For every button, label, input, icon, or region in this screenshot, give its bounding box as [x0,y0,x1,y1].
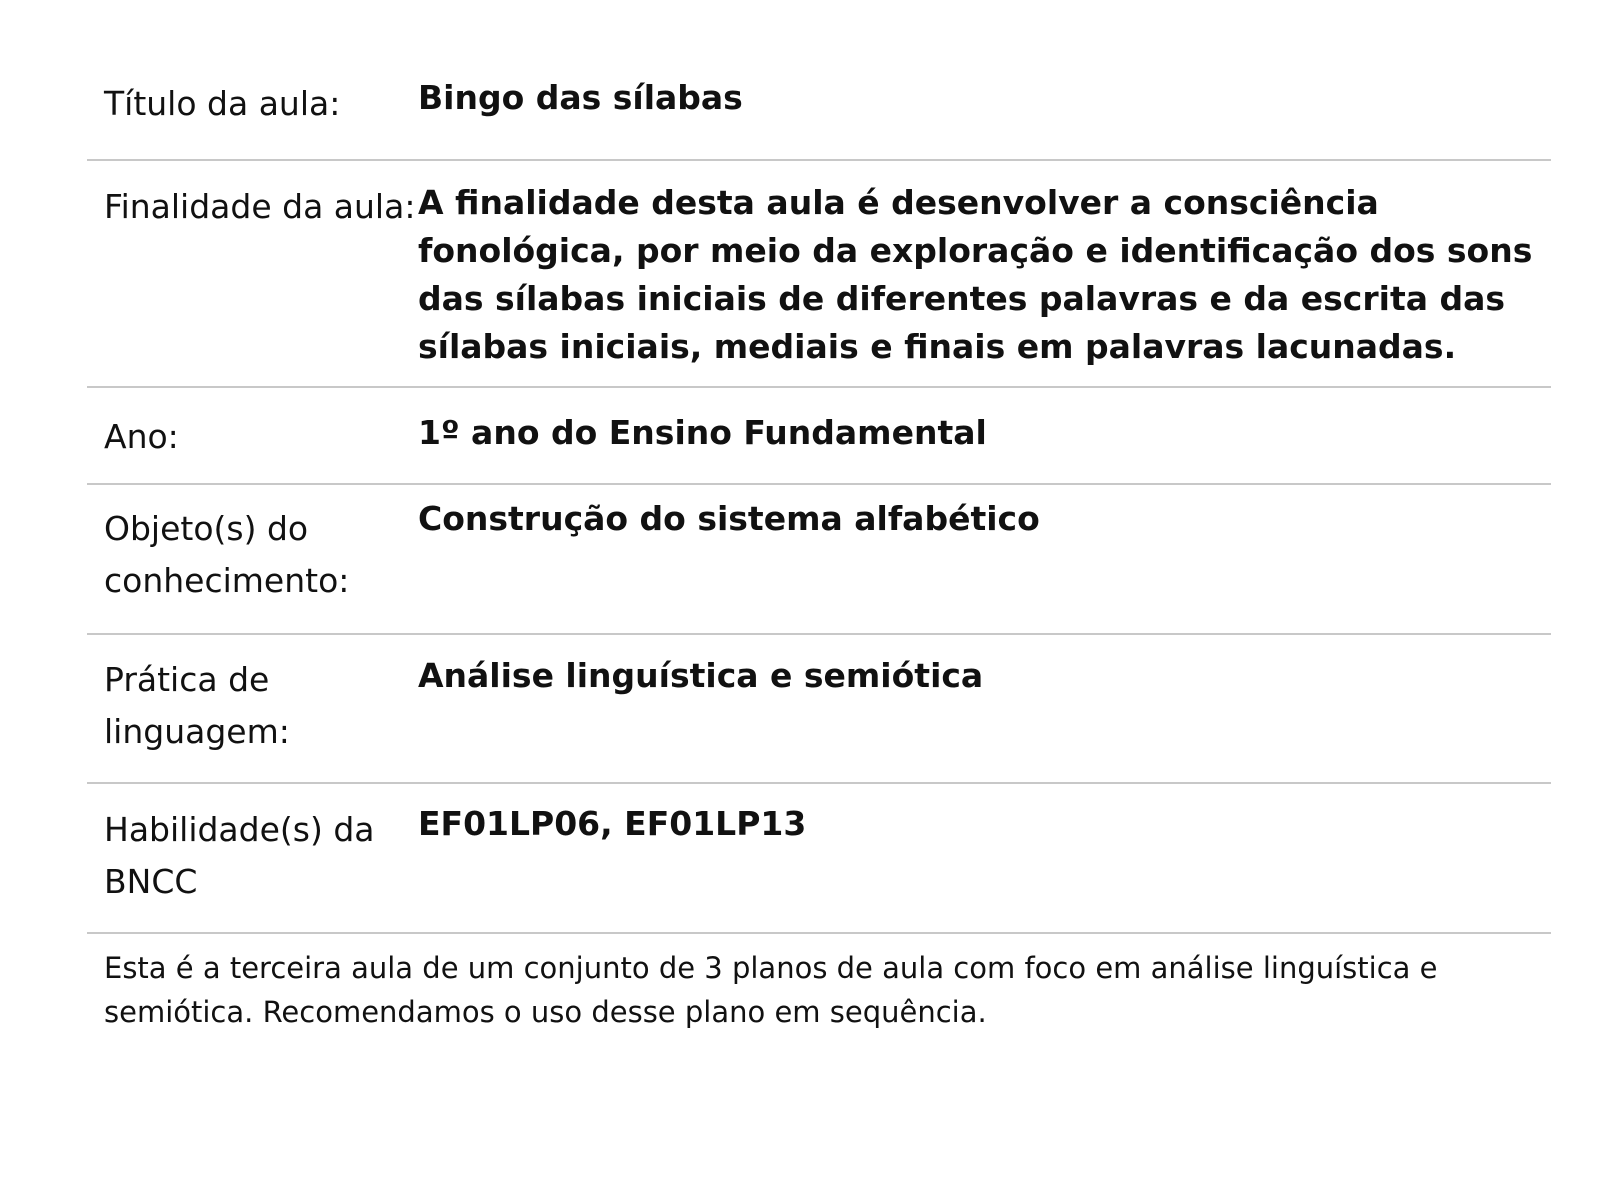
row-purpose [87,161,1551,388]
sequence-note: Esta é a terceira aula de um conjunto de 3 planos de aula com foco em análise linguística e semiótica. Recomendamos o uso desse plano em sequência. [104,951,1438,1029]
row-value: Análise linguística e semiótica [418,656,984,695]
row-year [87,388,1551,485]
row-value: Construção do sistema alfabético [418,499,1040,538]
row-label: Prática de linguagem: [104,660,290,751]
row-label: Ano: [104,417,179,456]
row-value: Bingo das sílabas [418,78,743,117]
row-label: Finalidade da aula: [104,187,416,226]
lesson-plan-table [87,0,1551,1034]
row-label: Habilidade(s) da BNCC [104,810,375,901]
row-value: 1º ano do Ensino Fundamental [418,413,987,452]
row-label: Objeto(s) do conhecimento: [104,509,350,600]
row-knowledge-objects [87,485,1551,635]
row-bncc-skills [87,784,1551,934]
row-value: EF01LP06, EF01LP13 [418,804,807,843]
row-language-practice [87,635,1551,784]
row-title [87,0,1551,161]
row-label: Título da aula: [104,84,341,123]
row-value: A finalidade desta aula é desenvolver a consciência fonológica, por meio da exploração e identificação dos sons das sílabas iniciais de diferentes palavras e da escrita das sílabas iniciais, mediais e finais em palavras lacunadas. [418,183,1533,366]
